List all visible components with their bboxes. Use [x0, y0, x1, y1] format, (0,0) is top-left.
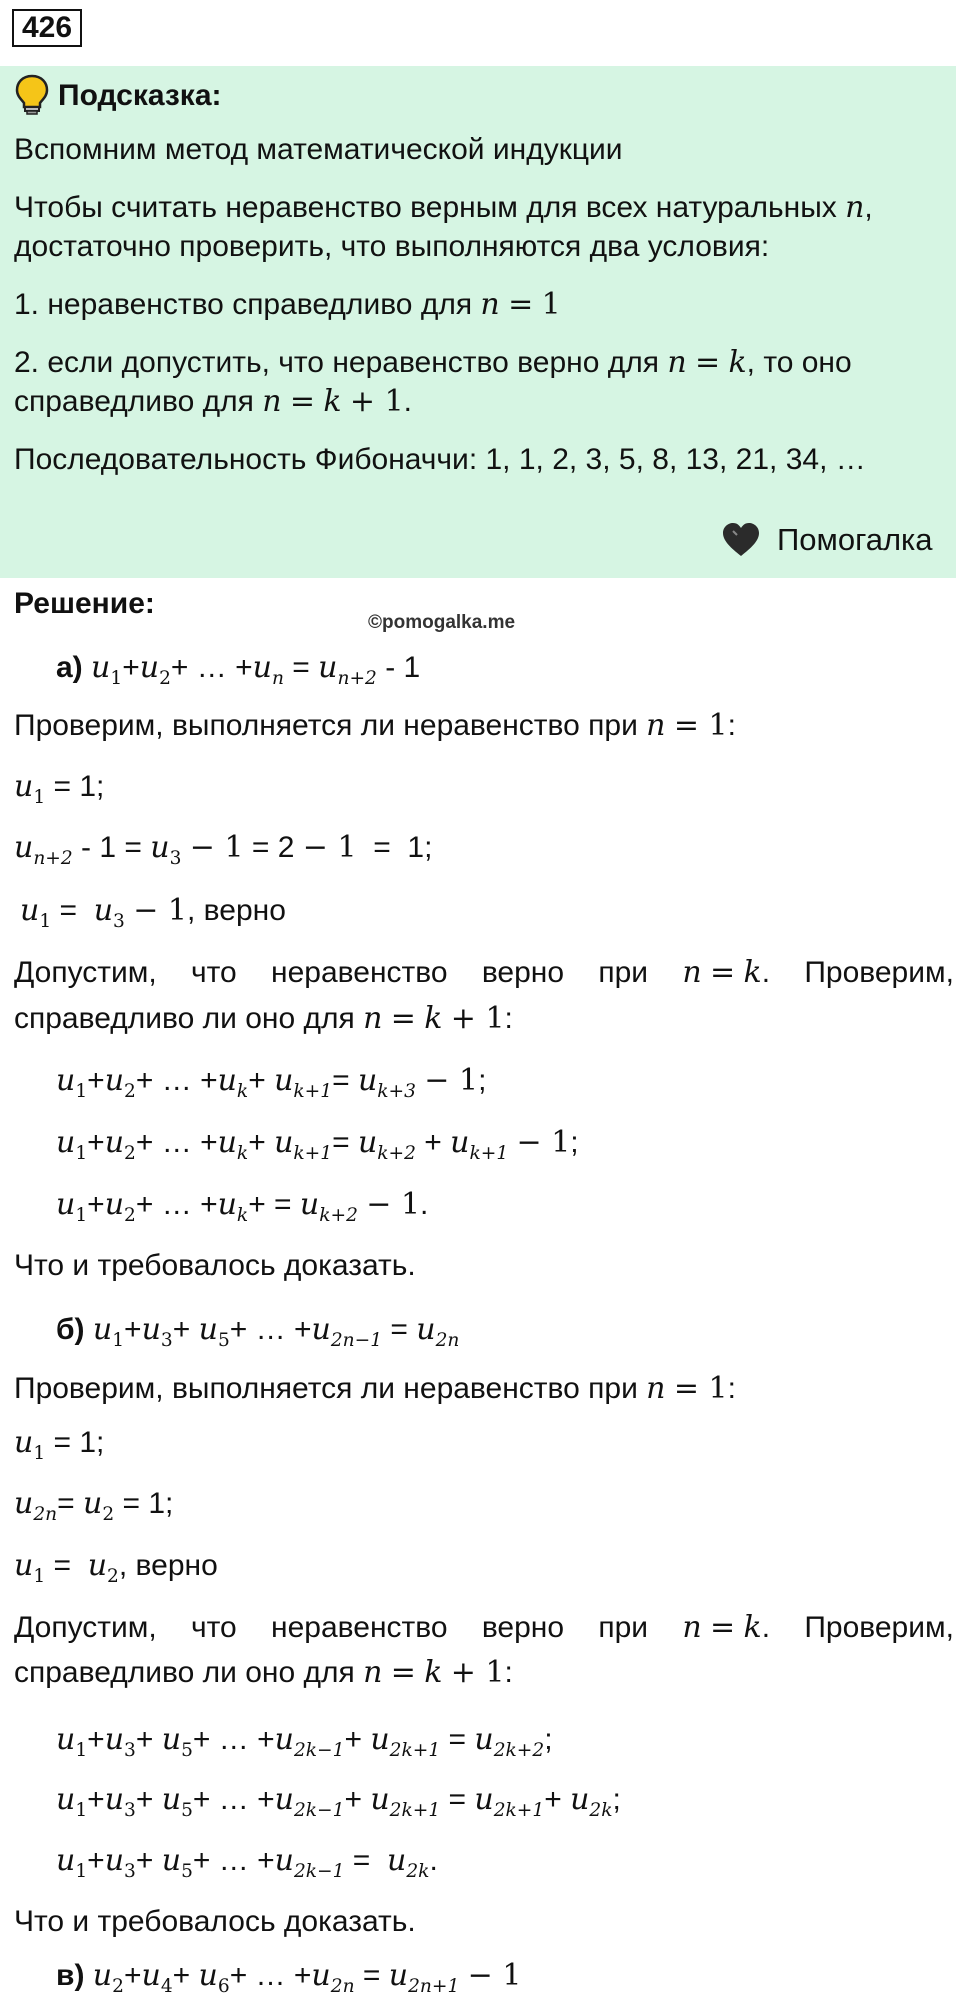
text-line: Допустим, что неравенство верно при n = k. Проверим, — [14, 1610, 954, 1645]
heart-icon — [721, 521, 761, 559]
hint-line: Чтобы считать неравенство верным для всех натуральных n, — [14, 190, 873, 225]
math-line: $u_1 = 1$; — [14, 1425, 105, 1465]
text-line: справедливо ли оно для n = k + 1: — [14, 1001, 513, 1036]
text-line: справедливо ли оно для n = k + 1: — [14, 1655, 513, 1690]
math-line: $u_1+u_2+$ … $+u_k+ u_{k+1}= u_{k+2} + u_{k+1} - 1$; — [56, 1125, 579, 1165]
part-b-statement: б) $u_1+u_3+ u_5+$ … $+u_{2n-1} = u_{2n}$ — [56, 1312, 460, 1352]
hint-line: 1. неравенство справедливо для n = 1 — [14, 287, 561, 322]
text-line: Что и требовалось доказать. — [14, 1249, 416, 1282]
hint-line: Последовательность Фибоначчи: 1, 1, 2, 3, 5, 8, 13, 21, 34, … — [14, 443, 866, 476]
hint-line: Вспомним метод математической индукции — [14, 133, 623, 166]
math-line: $u_{n+2} - 1 = u_3 - 1 = 2 - 1 = 1$; — [14, 830, 433, 870]
hint-line: 2. если допустить, что неравенство верно для n = k, то оно — [14, 345, 852, 380]
part-c-statement: в) $u_2+u_4+ u_6+$ … $+u_{2n} = u_{2n+1} - 1$ — [56, 1958, 522, 1998]
part-a-statement: а) $u_1+u_2+$ … $+u_n = u_{n+2} - 1$ — [56, 650, 421, 690]
math-line: $u_1 = 1$; — [14, 769, 105, 809]
math-line: $u_1 = u_2$, верно — [14, 1548, 218, 1588]
watermark: ©pomogalka.me — [368, 612, 516, 633]
text-line: Что и требовалось доказать. — [14, 1905, 416, 1938]
hint-title: Подсказка: — [58, 79, 222, 112]
text-line: Проверим, выполняется ли неравенство при n = 1: — [14, 708, 736, 743]
text-line: Допустим, что неравенство верно при n = k. Проверим, — [14, 955, 954, 990]
task-number: 426 — [12, 9, 82, 47]
math-line: $u_1 = u_3 - 1$, верно — [20, 893, 286, 933]
hint-line: достаточно проверить, что выполняются два условия: — [14, 230, 770, 263]
math-line: $u_{2n}= u_2 = 1$; — [14, 1486, 174, 1526]
math-line: $u_1+u_3+ u_5+$ … $+u_{2k-1}+ u_{2k+1} = u_{2k+1}+ u_{2k}$; — [56, 1782, 621, 1822]
math-line: $u_1+u_3+ u_5+$ … $+u_{2k-1} = u_{2k}$. — [56, 1843, 438, 1883]
math-line: $u_1+u_2+$ … $+u_k+ = u_{k+2} - 1$. — [56, 1187, 429, 1227]
brand-name: Помогалка — [777, 522, 933, 557]
hint-line: справедливо для n = k + 1. — [14, 384, 413, 419]
solution-title: Решение: — [14, 587, 155, 620]
text-line: Проверим, выполняется ли неравенство при n = 1: — [14, 1371, 736, 1406]
math-line: $u_1+u_3+ u_5+$ … $+u_{2k-1}+ u_{2k+1} = u_{2k+2}$; — [56, 1722, 553, 1762]
math-line: $u_1+u_2+$ … $+u_k+ u_{k+1}= u_{k+3} - 1$; — [56, 1063, 487, 1103]
lightbulb-icon — [14, 74, 50, 116]
